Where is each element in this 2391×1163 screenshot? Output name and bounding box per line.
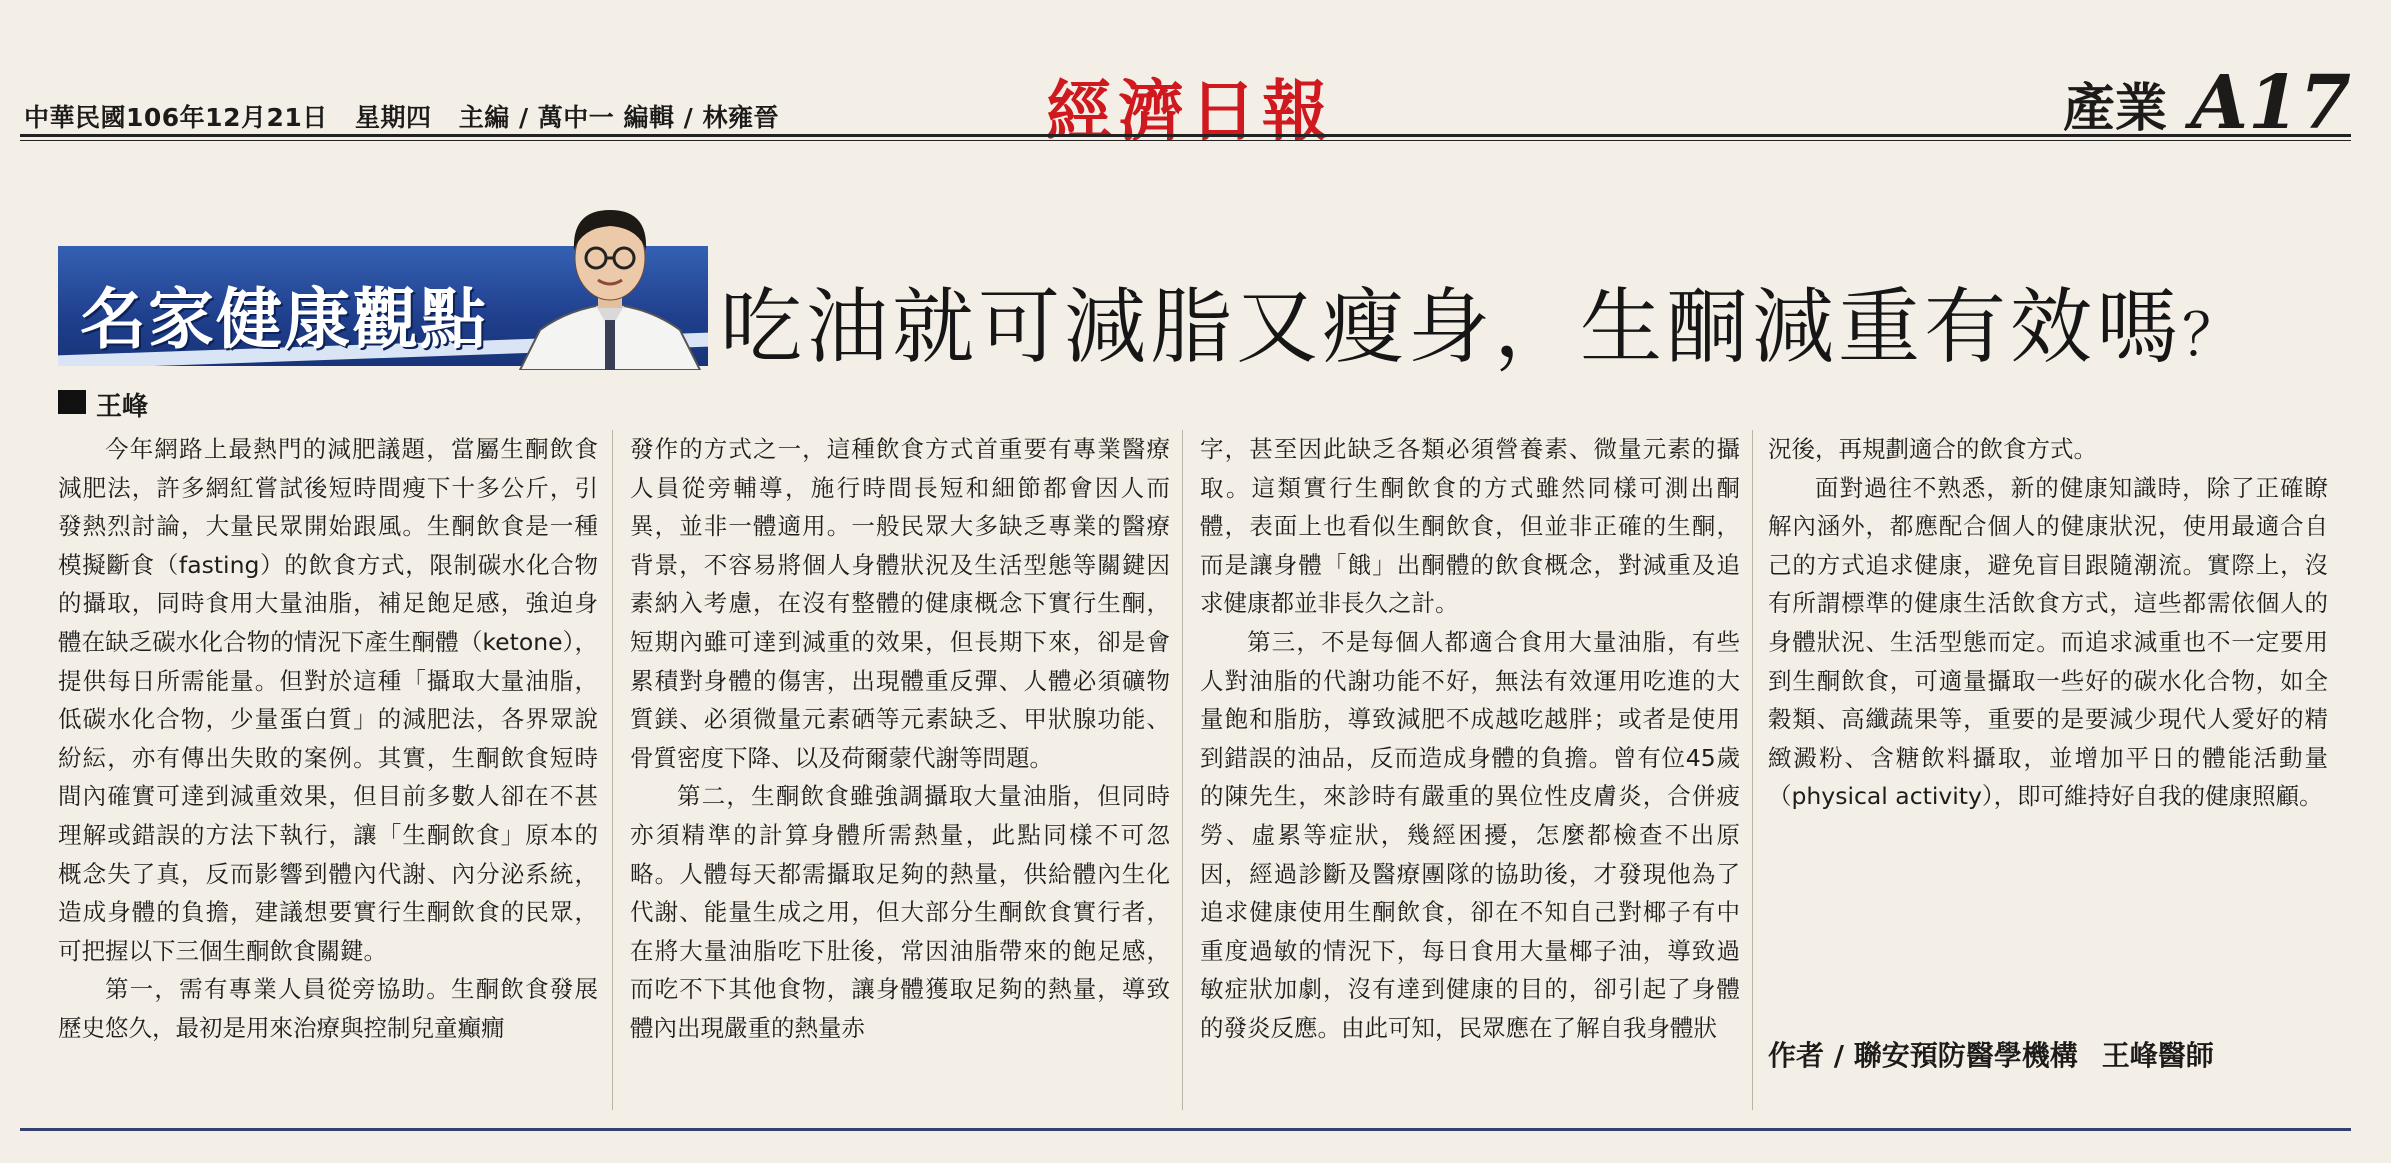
dateline: [24, 98, 797, 134]
column-divider: [1182, 430, 1183, 1110]
paragraph: 發作的方式之一，這種飲食方式首重要有專業醫療人員從旁輔導，施行時間長短和細節都會因人而異，並非一體適用。一般民眾大多缺乏專業的醫療背景，不容易將個人身體狀況及生活型態等關鍵因素納入考慮，在沒有整體的健康概念下實行生酮，短期內雖可達到減重的效果，但長期下來，卻是會累積對身體的傷害，出現體重反彈、人體必須礦物質鎂、必須微量元素硒等元素缺乏、甲狀腺功能、骨質密度下降、以及荷爾蒙代謝等問題。: [630, 435, 1170, 772]
author-affiliation: 作者 / 聯安預防醫學機構: [1768, 1039, 2078, 1072]
column-banner-label: 名家健康觀點: [80, 281, 488, 358]
article-column-1: [58, 430, 598, 1048]
author-name: 王峰醫師: [2101, 1039, 2214, 1072]
column-divider: [612, 430, 613, 1110]
paragraph: 字，甚至因此缺乏各類必須營養素、微量元素的攝取。這類實行生酮飲食的方式雖然同樣可測出酮體，表面上也看似生酮飲食，但並非正確的生酮，而是讓身體「餓」出酮體的飲食概念，對減重及追求健康都並非長久之計。: [1200, 435, 1740, 618]
byline: 王峰: [96, 392, 149, 422]
issue-weekday: 星期四: [355, 103, 432, 132]
paragraph: 第三，不是每個人都適合食用大量油脂，有些人對油脂的代謝功能不好，無法有效運用吃進的大量飽和脂肪，導致減肥不成越吃越胖；或者是使用到錯誤的油品，反而造成身體的負擔。曾有位45歲的陳先生，來診時有嚴重的異位性皮膚炎，合併疲勞、虛累等症狀，幾經困擾，怎麼都檢查不出原因，經過診斷及醫療團隊的協助後，才發現他為了追求健康使用生酮飲食，卻在不知自己對椰子有中重度過敏的情況下，每日食用大量椰子油，導致過敏症狀加劇，沒有達到健康的目的，卻引起了身體的發炎反應。由此可知，民眾應在了解自我身體狀: [1200, 627, 1740, 1042]
article-column-3: [1200, 430, 1740, 1048]
editors-credit: 主編 / 萬中一 編輯 / 林雍晉: [458, 103, 780, 132]
article-column-4: [1768, 430, 2328, 816]
paragraph: 第二，生酮飲食雖強調攝取大量油脂，但同時亦須精準的計算身體所需熱量，此點同樣不可忽略。人體每天都需攝取足夠的熱量，供給體內生化代謝、能量生成之用，但大部分生酮飲食實行者，在將大量油脂吃下肚後，常因油脂帶來的飽足感，而吃不下其他食物，讓身體獲取足夠的熱量，導致體內出現嚴重的熱量赤: [630, 782, 1170, 1042]
paragraph: 第一，需有專業人員從旁協助。生酮飲食發展歷史悠久，最初是用來治療與控制兒童癲癇: [58, 975, 598, 1042]
header-rule-thin: [20, 140, 2351, 141]
paragraph: 況後，再規劃適合的飲食方式。: [1768, 435, 2097, 463]
byline-marker: [58, 390, 86, 414]
page-number: A17: [2190, 60, 2351, 146]
article-headline: [720, 262, 2244, 379]
newspaper-masthead: 經濟日報: [1046, 72, 1334, 150]
headline-text: 吃油就可減脂又瘦身，生酮減重有效嗎: [720, 280, 2183, 375]
paragraph: 今年網路上最熱門的減肥議題，當屬生酮飲食減肥法，許多網紅嘗試後短時間瘦下十多公斤，引發熱烈討論，大量民眾開始跟風。生酮飲食是一種模擬斷食（fasting）的飲食方式，限制碳水化合物的攝取，同時食用大量油脂，補足飽足感，強迫身體在缺乏碳水化合物的情況下產生酮體（ketone），提供每日所需能量。但對於這種「攝取大量油脂，低碳水化合物，少量蛋白質」的減肥法，各界眾說紛紜，亦有傳出失敗的案例。其實，生酮飲食短時間內確實可達到減重效果，但目前多數人卻在不甚理解或錯誤的方法下執行，讓「生酮飲食」原本的概念失了真，反而影響到體內代謝、內分泌系統，造成身體的負擔，建議想要實行生酮飲食的民眾，可把握以下三個生酮飲食關鍵。: [58, 435, 598, 965]
header-rule: [20, 134, 2351, 137]
author-credit: [1768, 1034, 2238, 1074]
section-label: 產業: [2063, 77, 2168, 139]
paragraph: 面對過往不熟悉，新的健康知識時，除了正確瞭解內涵外，都應配合個人的健康狀況，使用最適合自己的方式追求健康，避免盲目跟隨潮流。實際上，沒有所謂標準的健康生活飲食方式，這些都需依個人的身體狀況、生活型態而定。而追求減重也不一定要用到生酮飲食，可適量攝取一些好的碳水化合物，如全穀類、高纖蔬果等，重要的是要減少現代人愛好的精緻澱粉、含糖飲料攝取，並增加平日的體能活動量（physical activity），即可維持好自我的健康照顧。: [1768, 473, 2328, 811]
headline-question-mark: ？: [2182, 301, 2245, 369]
footer-rule: [20, 1128, 2351, 1131]
column-divider: [1752, 430, 1753, 1110]
issue-date: 中華民國106年12月21日: [24, 103, 328, 132]
author-portrait: [510, 180, 710, 370]
article-column-2: [630, 430, 1170, 1048]
